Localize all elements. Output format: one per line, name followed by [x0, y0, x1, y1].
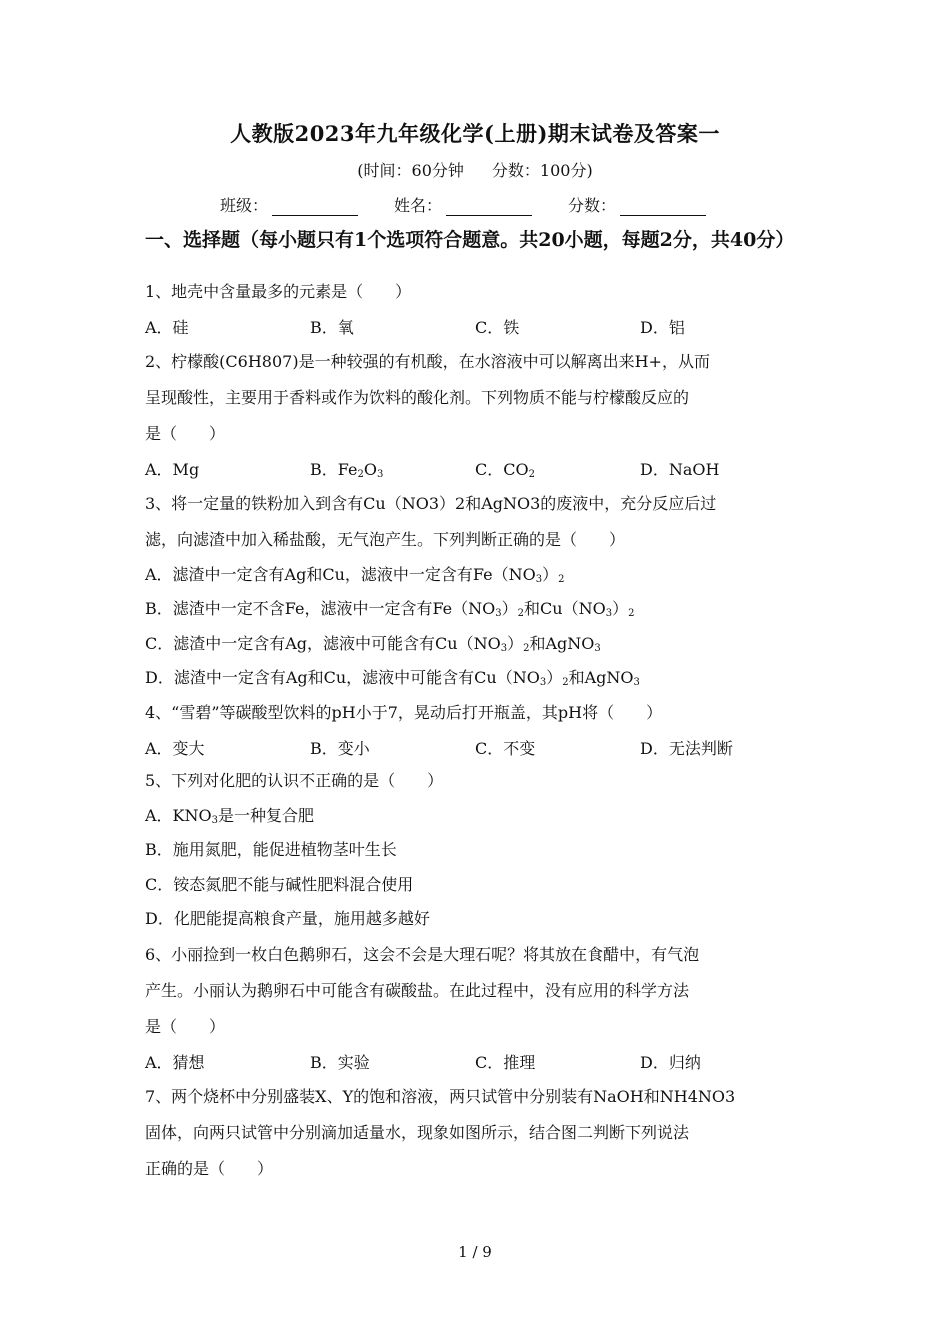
question-1-stem: 1、地壳中含量最多的元素是（ ）	[145, 282, 412, 301]
score-field: 分数：	[568, 193, 706, 216]
option-a: A．Mg	[145, 460, 200, 479]
name-field: 姓名：	[394, 193, 532, 216]
option-c: C．铁	[475, 318, 520, 337]
option-b: B．$Fe_2O_3$	[310, 460, 384, 480]
option-c: C．滤渣中一定含有Ag，滤液中可能含有$Cu(NO_3)_2$和AgNO$_3$	[145, 633, 601, 654]
option-a: A．$KNO_3$是一种复合肥	[145, 805, 315, 826]
question-2-stem-line2: 呈现酸性，主要用于香料或作为饮料的酸化剂。下列物质不能与柠檬酸反应的	[145, 387, 690, 407]
question-6-stem-line3: 是（ ）	[145, 1016, 226, 1036]
option-b: B．变小	[310, 738, 370, 758]
question-4-options	[145, 730, 825, 764]
option-a: A．变大	[145, 738, 205, 758]
section-heading: 一、选择题（每小题只有1个选项符合题意。共20小题，每题2分，共40分）	[145, 229, 795, 251]
question-4-stem: 4、“雪碧”等碳酸型饮料的pH小于7，晃动后打开瓶盖，其pH将（ ）	[145, 702, 663, 722]
option-a: A．猜想	[145, 1053, 205, 1072]
question-3-stem-line2: 滤，向滤渣中加入稀盐酸，无气泡产生。下列判断正确的是（ ）	[145, 529, 626, 549]
exam-meta	[0, 158, 950, 181]
question-1-options	[145, 310, 825, 344]
page-title: 人教版2023年九年级化学(上册)期末试卷及答案一	[230, 121, 720, 146]
question-2-options	[145, 452, 825, 486]
question-7-stem-line3: 正确的是（ ）	[145, 1158, 274, 1178]
name-blank	[446, 197, 532, 216]
option-a: A．硅	[145, 318, 189, 337]
option-b: B．氧	[310, 318, 354, 337]
option-d: D．归纳	[640, 1053, 701, 1072]
total-score: 分数：100分)	[491, 161, 593, 180]
student-info	[220, 193, 742, 216]
time-limit: (时间：60分钟	[357, 161, 464, 180]
score-blank	[620, 197, 706, 216]
question-2-stem-line1: 2、柠檬酸(C6H807)是一种较强的有机酸，在水溶液中可以解离出来H+，从而	[145, 351, 710, 371]
option-b: B．滤渣中一定不含Fe，滤液中一定含有$Fe(NO_3)_2$和$Cu(NO_3)_2$	[145, 599, 635, 619]
option-d: D．铝	[640, 318, 685, 337]
class-blank	[272, 197, 358, 216]
question-6-stem-line1: 6、小丽捡到一枚白色鹅卵石，这会不会是大理石呢？将其放在食醋中，有气泡	[145, 944, 700, 964]
page-number: 1 / 9	[458, 1243, 492, 1261]
question-7-stem-line1: 7、两个烧杯中分别盛装X、Y的饱和溶液，两只试管中分别装有NaOH和NH4NO3	[145, 1086, 736, 1106]
question-7-stem-line2: 固体，向两只试管中分别滴加适量水，现象如图所示，结合图二判断下列说法	[145, 1122, 690, 1142]
option-c: C．推理	[475, 1053, 536, 1072]
option-b: B．施用氮肥，能促进植物茎叶生长	[145, 840, 397, 859]
option-c: C．$CO_2$	[475, 460, 535, 480]
option-d: D．NaOH	[640, 460, 720, 479]
option-d: D．滤渣中一定含有Ag和Cu，滤液中可能含有$Cu(NO_3)_2$和AgNO$_3$	[145, 668, 640, 688]
option-c: C．不变	[475, 738, 536, 758]
question-list	[145, 275, 825, 1187]
class-field: 班级：	[220, 193, 358, 216]
option-c: C．铵态氮肥不能与碱性肥料混合使用	[145, 874, 414, 894]
question-6-stem-line2: 产生。小丽认为鹅卵石中可能含有碳酸盐。在此过程中，没有应用的科学方法	[145, 980, 690, 1000]
question-3-stem-line1: 3、将一定量的铁粉加入到含有Cu（NO3）2和AgNO3的废液中，充分反应后过	[145, 493, 717, 513]
question-6-options	[145, 1045, 825, 1079]
option-a: A．滤渣中一定含有Ag和Cu，滤液中一定含有$Fe(NO_3)_2$	[145, 564, 565, 585]
question-2-stem-line3: 是（ ）	[145, 423, 226, 443]
option-b: B．实验	[310, 1053, 370, 1072]
option-d: D．无法判断	[640, 738, 733, 758]
question-5-stem: 5、下列对化肥的认识不正确的是（ ）	[145, 771, 444, 790]
option-d: D．化肥能提高粮食产量，施用越多越好	[145, 909, 430, 928]
